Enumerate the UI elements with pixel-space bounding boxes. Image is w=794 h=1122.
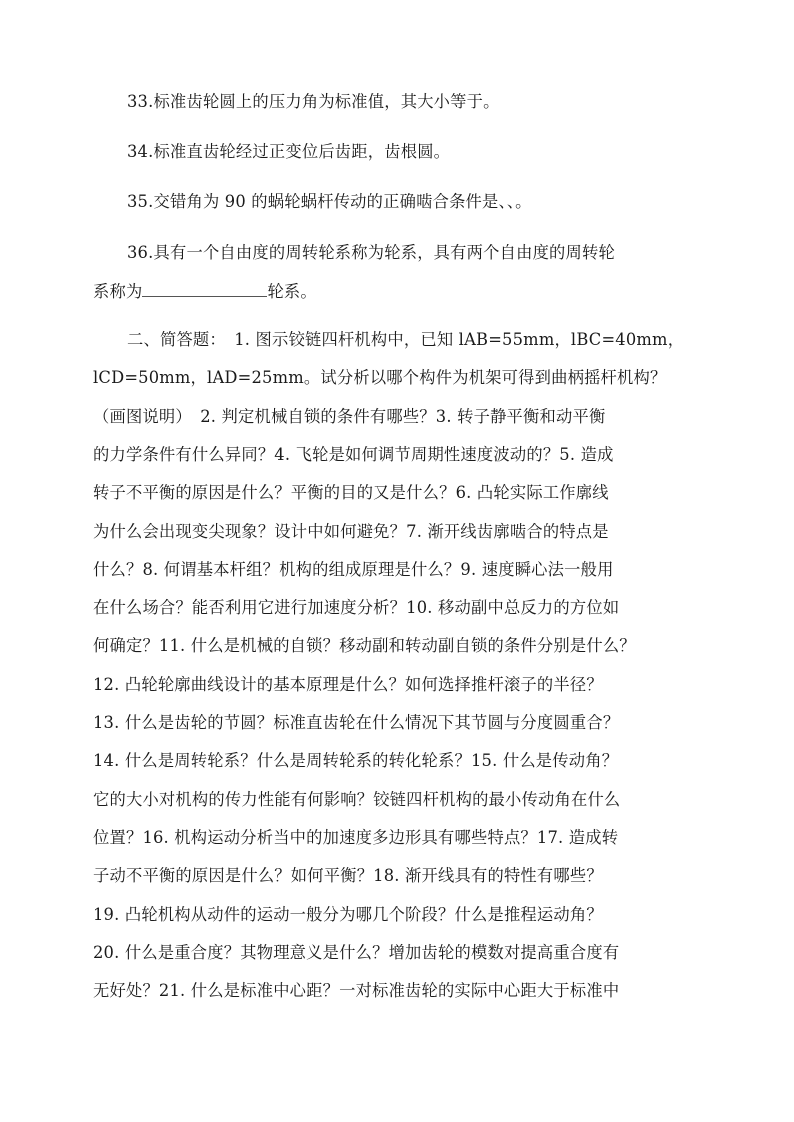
short-answer-line: 12. 凸轮轮廓曲线设计的基本原理是什么？如何选择推杆滚子的半径？	[93, 674, 603, 694]
short-answer-line: 20. 什么是重合度？其物理意义是什么？增加齿轮的模数对提高重合度有	[93, 942, 620, 962]
short-answer-line: 二、简答题： 1. 图示铰链四杆机构中，已知 lAB=55mm，lBC=40mm，	[127, 330, 685, 349]
question-35	[127, 192, 532, 212]
question-33	[127, 92, 500, 112]
short-answer-line: 14. 什么是周转轮系？什么是周转轮系的转化轮系？15. 什么是传动角？	[93, 751, 619, 771]
short-answer-line: （画图说明） 2. 判定机械自锁的条件有哪些？3. 转子静平衡和动平衡	[93, 406, 606, 426]
question-36-continued	[93, 282, 317, 302]
short-answer-line: 什么？8. 何谓基本杆组？机构的组成原理是什么？9. 速度瞬心法一般用	[93, 559, 614, 579]
short-answer-line: 13. 什么是齿轮的节圆？标准直齿轮在什么情况下其节圆与分度圆重合？	[93, 713, 620, 732]
question-number: 36.	[127, 243, 154, 262]
question-number: 35.	[127, 192, 154, 211]
question-36	[127, 243, 615, 263]
question-text: 交错角为 90 的蜗轮蜗杆传动的正确啮合条件是、、。	[153, 192, 532, 211]
question-34	[127, 142, 450, 162]
short-answer-line: 的力学条件有什么异同？4. 飞轮是如何调节周期性速度波动的？5. 造成	[93, 444, 614, 464]
short-answer-line: lCD=50mm，lAD=25mm。试分析以哪个构件为机架可得到曲柄摇杆机构？	[93, 368, 667, 388]
short-answer-line: 位置？16. 机构运动分析当中的加速度多边形具有哪些特点？17. 造成转	[93, 827, 619, 847]
short-answer-line: 它的大小对机构的传力性能有何影响？铰链四杆机构的最小传动角在什么	[93, 789, 621, 809]
question-text: 具有一个自由度的周转轮系称为轮系，具有两个自由度的周转轮	[153, 243, 615, 262]
question-text: 轮系。	[267, 282, 317, 301]
short-answer-line: 无好处？21. 什么是标准中心距？一对标准齿轮的实际中心距大于标准中	[93, 981, 620, 1001]
question-number: 33.	[127, 92, 154, 111]
answer-blank[interactable]	[142, 282, 267, 297]
short-answer-line: 转子不平衡的原因是什么？平衡的目的又是什么？6. 凸轮实际工作廓线	[93, 483, 609, 503]
short-answer-line: 19. 凸轮机构从动件的运动一般分为哪几个阶段？什么是推程运动角？	[93, 904, 603, 924]
question-text: 标准直齿轮经过正变位后齿距，齿根圆。	[153, 142, 451, 161]
question-text: 标准齿轮圆上的压力角为标准值，其大小等于。	[153, 92, 500, 111]
question-text: 系称为	[93, 282, 143, 301]
short-answer-line: 为什么会出现变尖现象？设计中如何避免？7. 渐开线齿廓啮合的特点是	[93, 521, 609, 541]
short-answer-line: 在什么场合？能否利用它进行加速度分析？10. 移动副中总反力的方位如	[93, 598, 620, 618]
question-number: 34.	[127, 142, 154, 161]
short-answer-line: 何确定？11. 什么是机械的自锁？移动副和转动副自锁的条件分别是什么？	[93, 636, 636, 656]
short-answer-line: 子动不平衡的原因是什么？如何平衡？18. 渐开线具有的特性有哪些？	[93, 866, 603, 886]
